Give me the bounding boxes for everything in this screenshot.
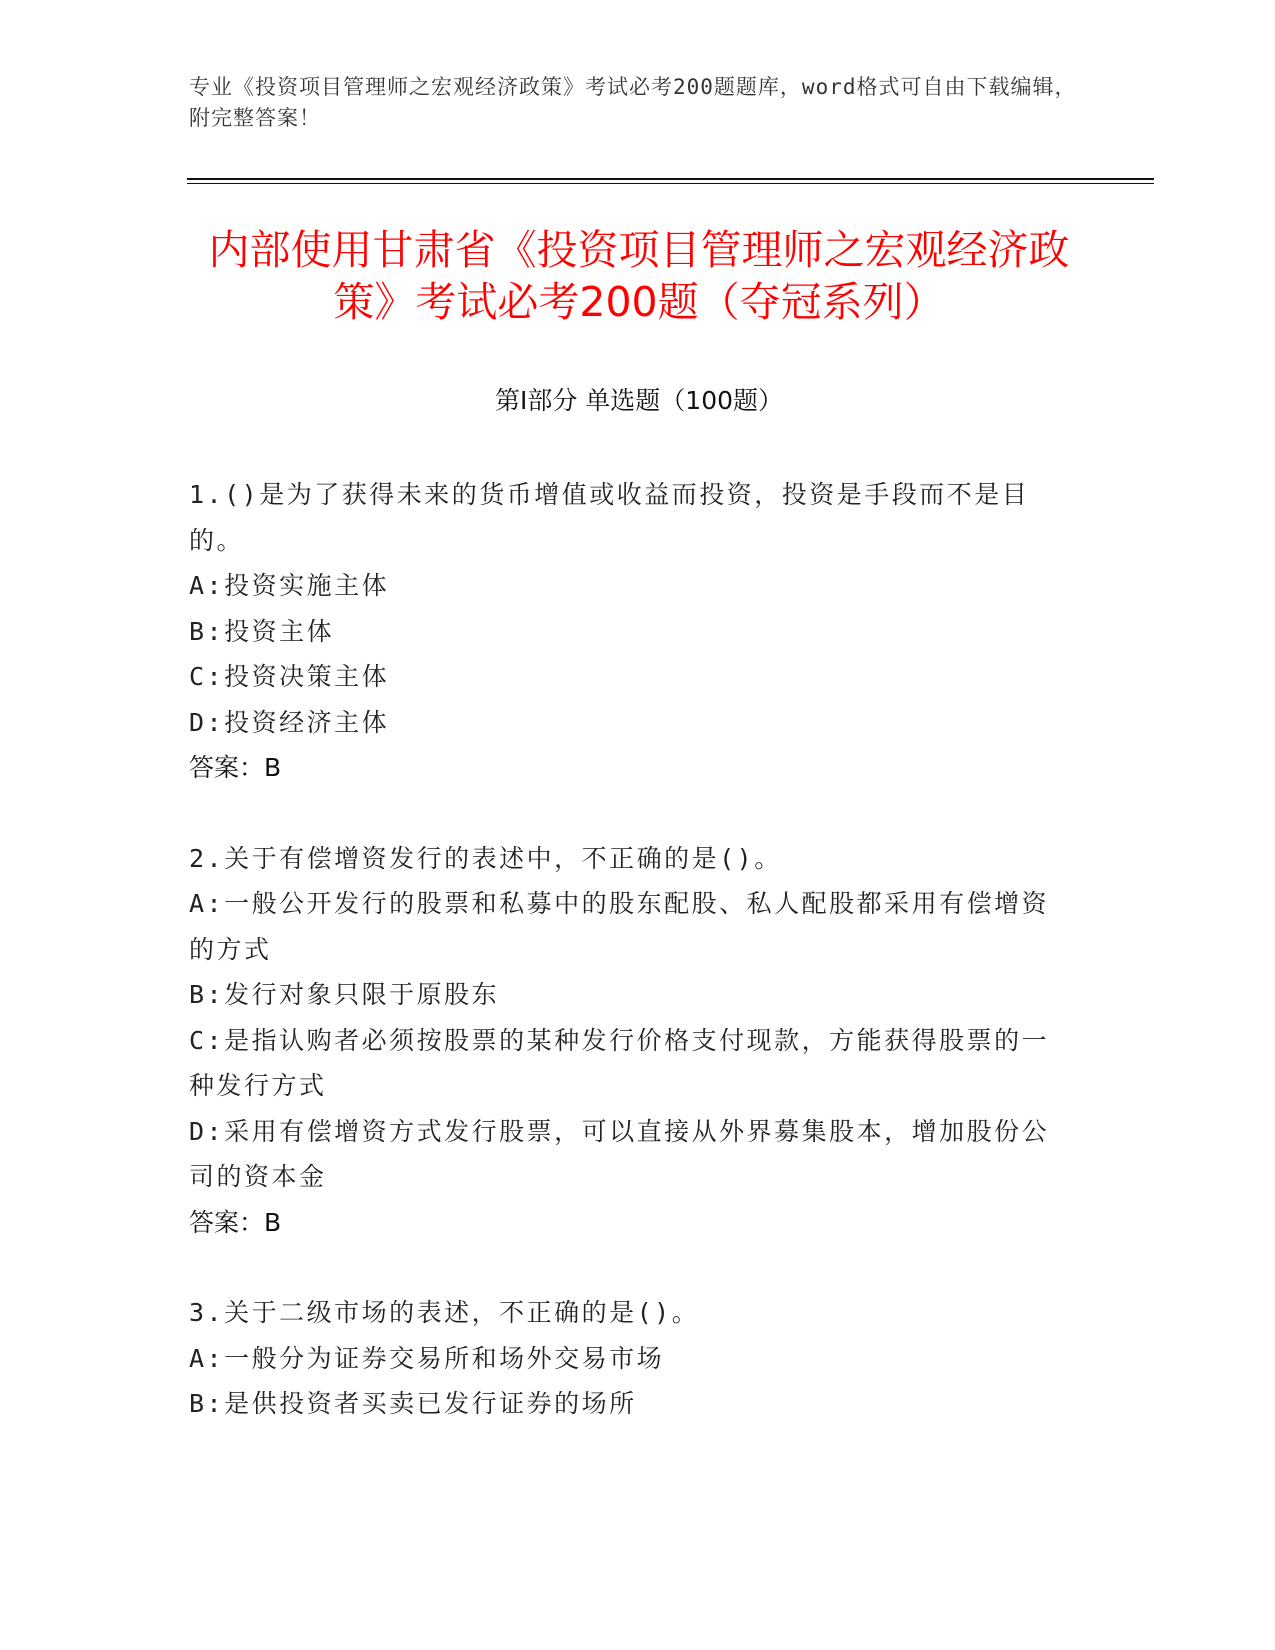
question-stem: 3.关于二级市场的表述，不正确的是()。 [189,1298,700,1327]
header-divider-thin [187,183,1154,184]
option-c: C:是指认购者必须按股票的某种发行价格支付现款，方能获得股票的一种发行方式 [189,1025,1050,1100]
section-title: 第Ⅰ部分 单选题（100题） [494,386,784,415]
question-3 [189,1290,1069,1427]
option-a: A:一般公开发行的股票和私募中的股东配股、私人配股都采用有偿增资的方式 [189,889,1050,964]
option-d: D:采用有偿增资方式发行股票，可以直接从外界募集股本，增加股份公司的资本金 [189,1116,1050,1191]
header-note: 专业《投资项目管理师之宏观经济政策》考试必考200题题库，word格式可自由下载编辑，附完整答案！ [189,75,1077,130]
answer: 答案：B [189,753,282,782]
option-c: C:投资决策主体 [189,662,390,691]
option-b: B:是供投资者买卖已发行证券的场所 [189,1389,637,1418]
question-list [189,472,1069,1472]
answer: 答案：B [189,1207,282,1237]
question-1 [189,472,1069,791]
question-stem: 2.关于有偿增资发行的表述中，不正确的是()。 [189,843,782,873]
header-divider-thick [187,178,1154,180]
question-stem: 1.()是为了获得未来的货币增值或收益而投资，投资是手段而不是目的。 [189,480,1030,555]
option-b: B:投资主体 [189,616,335,646]
option-a: A:投资实施主体 [189,571,390,600]
option-b: B:发行对象只限于原股东 [189,980,500,1009]
question-2 [189,836,1069,1246]
option-a: A:一般分为证券交易所和场外交易市场 [189,1343,665,1373]
option-d: D:投资经济主体 [189,707,390,737]
document-title: 内部使用甘肃省《投资项目管理师之宏观经济政策》考试必考200题（夺冠系列） [208,226,1070,326]
